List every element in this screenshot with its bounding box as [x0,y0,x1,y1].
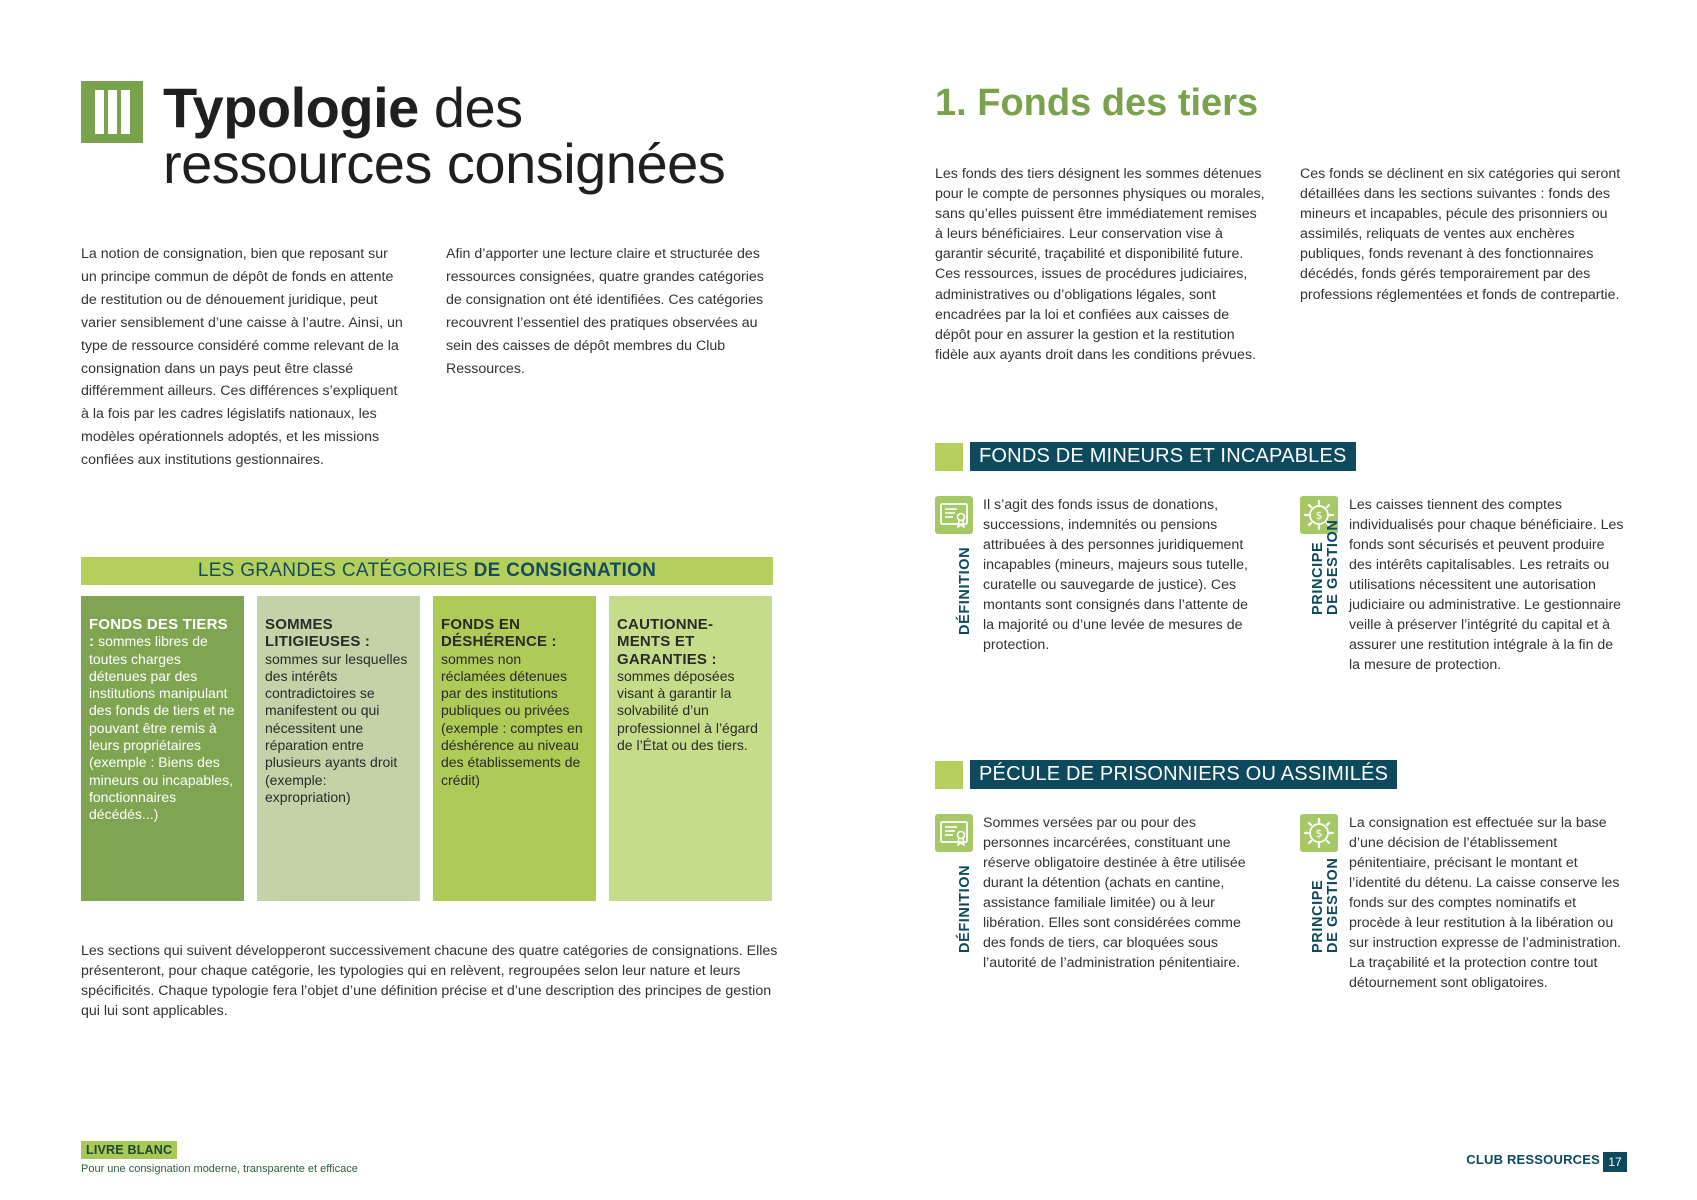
principe-text: La consignation est effectuée sur la base d’une décision de l’établissement pénitentiaire, précisant le montant et l’identité du détenu. La caisse conserve les fonds sur des comptes nominatifs et procède à leur restitution à la libération ou sur instruction expresse de l’administration. La traçabilité et la protection contre tout détournement sont obligatoires. [1349,815,1622,991]
gear-icon [1300,814,1338,852]
principe-label [1311,520,1341,615]
numeral-bar [95,90,104,134]
intro-col2: Afin d’apporter une lecture claire et structurée des ressources consignées, quatre grandes catégories de consignation ont été identifiées. Ces catégories recouvrent l’essentiel des pratiques observées au sein des caisses de dépôt membres du Club Ressources. [446,246,764,377]
right-intro-col1: Les fonds des tiers désignent les sommes détenues pour le compte de personnes physiques ou morales, sans qu’elles puissent être immédiatement remises à leurs bénéficiaires. Leur conservation vise à garantir sécurité, traçabilité et disponibilité future. Ces ressources, issues de procédures judiciaires, administratives ou d’obligations légales, sont encadrées par la loi et confiées aux caisses de dépôt pour en assurer la gestion et la restitution fidèle aux ayants droit dans les conditions prévues. [935,166,1265,363]
intro-col1: La notion de consignation, bien que reposant sur un principe commun de dépôt de fonds en attente de restitution ou de dénouement juridique, peut varier sensiblement d’une caisse à l’autre. Ainsi, un type de ressource considéré comme relevant de la consignation dans un pays peut être classé différemment ailleurs. Ces différences s’expliquent à la fois par les cadres législatifs nationaux, les modèles opérationnels adoptés, et les missions confiées aux institutions gestionnaires. [81,246,403,469]
title-bold: Typologie [163,76,419,139]
category-title: CAUTIONNE-MENTS ET GARANTIES : [617,616,717,668]
section-marker [935,443,963,471]
definition-label: DÉFINITION [957,864,973,953]
page-number: 17 [1603,1152,1627,1172]
category-card [81,596,244,901]
title-rest: des [418,76,523,139]
banner-bold: DE CONSIGNATION [473,560,657,581]
definition-text: Il s’agit des fonds issus de donations, successions, indemnités ou pensions attribuées à des personnes juridiquement incapables (mineurs, majeurs sous tutelle, curatelle ou sauvegarde de justice). Ces montants sont consignés dans l’attente de la majorité ou d’une levée de mesures de protection. [983,497,1249,653]
footer-club-name: CLUB RESSOURCES [1466,1152,1600,1167]
section-numeral-badge [81,81,143,143]
banner-light: LES GRANDES CATÉGORIES [197,560,474,581]
category-text: sommes déposées visant à garantir la solvabilité d’un professionnel à l’égard de l’État ou des tiers. [617,667,758,754]
numeral-bar [121,90,130,134]
title-line2: ressources consignées [163,132,726,195]
svg-text:$: $ [1315,827,1323,840]
category-text: sommes sur lesquelles des intérêts contradictoires se manifestent ou qui nécessitent une réparation entre plusieurs ayants droit (exemple: expropriation) [265,650,408,805]
section-marker [935,761,963,789]
outro-paragraph: Les sections qui suivent développeront successivement chacune des quatre catégories de consignations. Elles présenteront, pour chaque catégorie, les typologies qui en relèvent, regroupées selon leur nature et leurs spécificités. Chaque typologie fera l’objet d’une définition précise et d’une description des principes de gestion qui lui sont applicables. [81,943,778,1019]
principe-text: Les caisses tiennent des comptes individualisés pour chaque bénéficiaire. Les fonds sont sécurisés et peuvent produire des intérêts capitalisables. Les retraits ou utilisations nécessitent une autorisation judiciaire ou administrative. Le gestionnaire veille à préserver l’intégrité du capital et à assurer une restitution intégrale à la fin de la mesure de protection. [1349,497,1624,673]
category-text: sommes non réclamées détenues par des institutions publiques ou privées (exemple : comptes en déshérence au niveau des établissements de crédit) [441,650,583,788]
categories-banner [81,557,773,585]
principe-label-line2: DE GESTION [1325,857,1341,953]
certificate-icon [935,496,973,534]
principe-label-line1: PRINCIPE [1310,541,1326,615]
section-title: FONDS DE MINEURS ET INCAPABLES [970,442,1356,471]
definition-label: DÉFINITION [957,546,973,635]
section-heading: 1. Fonds des tiers [935,82,1259,124]
numeral-bar [108,90,117,134]
svg-text:$: $ [1315,509,1323,522]
category-card [257,596,420,901]
category-card [609,596,772,901]
principe-label-line2: DE GESTION [1325,519,1341,615]
category-title: FONDS DES TIERS : [89,616,228,651]
category-text: sommes libres de toutes charges détenues par des institutions manipulant des fonds de tiers et ne pouvant être remis à leurs propriétaires (exemple : Biens des mineurs ou incapables, fonctionnaires décédés...) [89,633,235,823]
principe-label-line1: PRINCIPE [1310,879,1326,953]
principe-label [1311,858,1341,953]
definition-text: Sommes versées par ou pour des personnes incarcérées, constituant une réserve obligatoire destinée à être utilisée durant la détention (achats en cantine, assistance familiale limitée) ou à leur libération. Elles sont considérées comme des fonds de tiers, car bloquées sous l’autorité de l’administration pénitentiaire. [983,815,1246,971]
footer-subtitle: Pour une consignation moderne, transparente et efficace [81,1163,358,1175]
category-title: FONDS EN DÉSHÉRENCE : [441,616,557,651]
footer-badge: LIVRE BLANC [81,1141,177,1159]
certificate-icon [935,814,973,852]
category-title: SOMMES LITIGIEUSES : [265,616,371,651]
category-card [433,596,596,901]
section-title: PÉCULE DE PRISONNIERS OU ASSIMILÉS [970,760,1397,789]
right-intro-col2: Ces fonds se déclinent en six catégories qui seront détaillées dans les sections suivantes : fonds des mineurs et incapables, pécule des prisonniers ou assimilés, reliquats de ventes aux enchères publiques, fonds revenant à des fonctionnaires décédés, fonds gérés temporairement par des professions réglementées et fonds de contrepartie. [1300,166,1621,303]
page-title [163,76,783,195]
